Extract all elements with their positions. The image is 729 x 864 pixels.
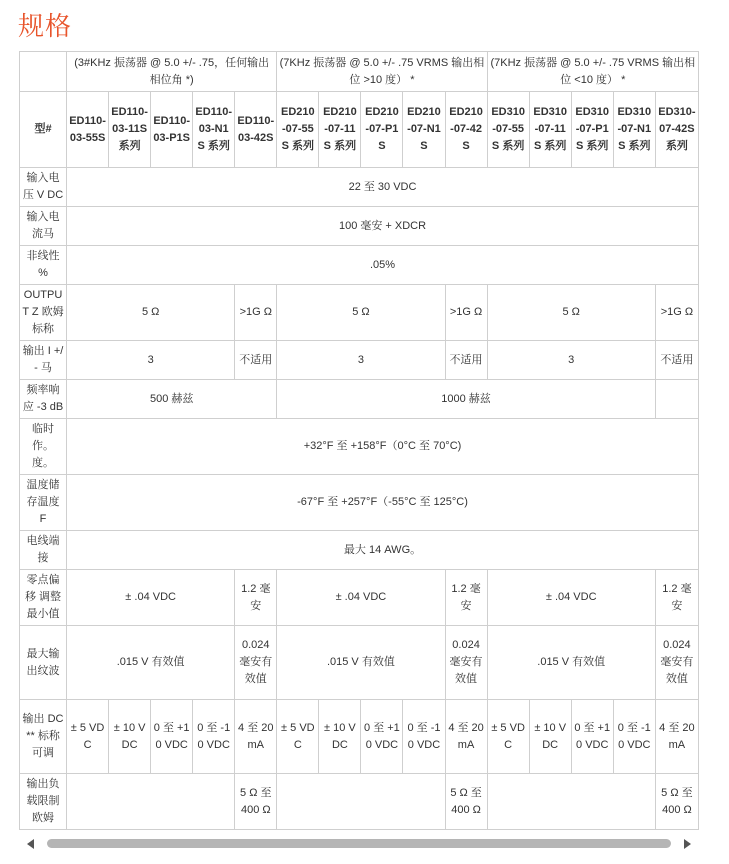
model-header: ED210-07-N1S <box>403 92 445 168</box>
row-label-input-current: 输入电流马 <box>20 207 67 246</box>
nonlinearity-value: .05% <box>67 246 699 285</box>
zero-offset-ed310: ± .04 VDC <box>487 570 655 626</box>
model-header: ED110-03-11S 系列 <box>109 92 151 168</box>
output-dc-cell: 0 至 +10 VDC <box>361 700 403 774</box>
input-voltage-value: 22 至 30 VDC <box>67 168 699 207</box>
model-header: ED310-07-P1S 系列 <box>571 92 613 168</box>
row-label-ripple: 最大输出纹波 <box>20 626 67 700</box>
storage-temp-value: -67°F 至 +257°F（-55°C 至 125°C) <box>67 475 699 531</box>
output-dc-cell: ± 10 VDC <box>109 700 151 774</box>
model-header: ED210-07-42S <box>445 92 487 168</box>
output-dc-cell: 4 至 20 mA <box>235 700 277 774</box>
model-header: ED210-07-P1S <box>361 92 403 168</box>
output-i-ed210: 3 <box>277 341 445 380</box>
row-label-storage-temp: 温度储存温度 F <box>20 475 67 531</box>
load-limit-ed110 <box>67 774 235 830</box>
zero-offset-ed210: ± .04 VDC <box>277 570 445 626</box>
wire-value: 最大 14 AWG。 <box>67 531 699 570</box>
row-label-wire: 电线端接 <box>20 531 67 570</box>
row-label-op-temp: 临时作。度。 <box>20 419 67 475</box>
output-z-ed110: 5 Ω <box>67 285 235 341</box>
output-i-ed310-42s: 不适用 <box>655 341 698 380</box>
output-dc-cell: 0 至 -10 VDC <box>403 700 445 774</box>
output-i-ed310: 3 <box>487 341 655 380</box>
horizontal-scrollbar[interactable] <box>19 836 699 852</box>
row-label-output-z: OUTPUT Z 欧姆 标称 <box>20 285 67 341</box>
op-temp-value: +32°F 至 +158°F（0°C 至 70°C) <box>67 419 699 475</box>
row-label-nonlinearity: 非线性 % <box>20 246 67 285</box>
spec-table <box>19 51 699 830</box>
output-dc-cell: 0 至 -10 VDC <box>613 700 655 774</box>
model-row <box>20 92 699 168</box>
model-header: ED110-03-55S <box>67 92 109 168</box>
model-header: ED310-07-11S 系列 <box>529 92 571 168</box>
model-header: ED110-03-P1S <box>151 92 193 168</box>
output-i-ed110-42s: 不适用 <box>235 341 277 380</box>
load-limit-ed110-42s: 5 Ω 至 400 Ω <box>235 774 277 830</box>
model-header: ED110-03-N1S 系列 <box>193 92 235 168</box>
row-label-input-voltage: 输入电压 V DC <box>20 168 67 207</box>
table-row <box>20 168 699 207</box>
group-header-ed310: (7KHz 振荡器 @ 5.0 +/- .75 VRMS 输出相位 <10 度） * <box>487 52 698 92</box>
output-dc-cell: ± 10 VDC <box>319 700 361 774</box>
corner-cell <box>20 52 67 92</box>
scrollbar-thumb[interactable] <box>47 839 671 848</box>
output-i-ed210-42s: 不适用 <box>445 341 487 380</box>
model-label: 型# <box>20 92 67 168</box>
page-title: 规格 <box>18 12 73 42</box>
table-row <box>20 626 699 700</box>
freq-response-ed210-ed310: 1000 赫兹 <box>277 380 655 419</box>
scroll-left-arrow-icon[interactable] <box>27 839 34 849</box>
input-current-value: 100 毫安 + XDCR <box>67 207 699 246</box>
output-dc-cell: 4 至 20 mA <box>655 700 698 774</box>
output-dc-cell: ± 10 VDC <box>529 700 571 774</box>
table-row <box>20 700 699 774</box>
load-limit-ed210-42s: 5 Ω 至 400 Ω <box>445 774 487 830</box>
ripple-ed310-42s: 0.024 毫安有效值 <box>655 626 698 700</box>
load-limit-ed210 <box>277 774 445 830</box>
output-i-ed110: 3 <box>67 341 235 380</box>
table-row <box>20 531 699 570</box>
table-row <box>20 419 699 475</box>
zero-offset-ed210-42s: 1.2 毫安 <box>445 570 487 626</box>
output-z-ed310: 5 Ω <box>487 285 655 341</box>
table-row <box>20 475 699 531</box>
spec-table-container[interactable] <box>19 51 699 830</box>
table-row <box>20 246 699 285</box>
table-row <box>20 380 699 419</box>
output-dc-cell: 0 至 -10 VDC <box>193 700 235 774</box>
output-dc-cell: 4 至 20 mA <box>445 700 487 774</box>
table-row <box>20 774 699 830</box>
output-dc-cell: 0 至 +10 VDC <box>151 700 193 774</box>
ripple-ed310: .015 V 有效值 <box>487 626 655 700</box>
row-label-output-dc: 输出 DC ** 标称可调 <box>20 700 67 774</box>
zero-offset-ed110: ± .04 VDC <box>67 570 235 626</box>
ripple-ed210: .015 V 有效值 <box>277 626 445 700</box>
row-label-zero-offset: 零点偏移 调整最小值 <box>20 570 67 626</box>
ripple-ed110: .015 V 有效值 <box>67 626 235 700</box>
row-label-freq-response: 频率响应 -3 dB <box>20 380 67 419</box>
model-header: ED310-07-55S 系列 <box>487 92 529 168</box>
freq-response-ed310-42s <box>655 380 698 419</box>
freq-response-ed110: 500 赫兹 <box>67 380 277 419</box>
output-dc-cell: ± 5 VDC <box>277 700 319 774</box>
zero-offset-ed110-42s: 1.2 毫安 <box>235 570 277 626</box>
row-label-load-limit: 输出负载限制欧姆 <box>20 774 67 830</box>
output-z-ed110-42s: >1G Ω <box>235 285 277 341</box>
table-row <box>20 570 699 626</box>
table-row <box>20 285 699 341</box>
output-dc-cell: ± 5 VDC <box>487 700 529 774</box>
row-label-output-i: 输出 I +/- 马 <box>20 341 67 380</box>
ripple-ed210-42s: 0.024 毫安有效值 <box>445 626 487 700</box>
model-header: ED210-07-11S 系列 <box>319 92 361 168</box>
output-z-ed310-42s: >1G Ω <box>655 285 698 341</box>
group-header-ed210: (7KHz 振荡器 @ 5.0 +/- .75 VRMS 输出相位 >10 度） * <box>277 52 487 92</box>
model-header: ED310-07-42S 系列 <box>655 92 698 168</box>
group-header-ed110: (3#KHz 振荡器 @ 5.0 +/- .75，任何输出相位角 *) <box>67 52 277 92</box>
table-row <box>20 207 699 246</box>
output-dc-cell: ± 5 VDC <box>67 700 109 774</box>
model-header: ED210-07-55S 系列 <box>277 92 319 168</box>
model-header: ED110-03-42S <box>235 92 277 168</box>
load-limit-ed310 <box>487 774 655 830</box>
group-header-row <box>20 52 699 92</box>
ripple-ed110-42s: 0.024 毫安有效值 <box>235 626 277 700</box>
output-dc-cell: 0 至 +10 VDC <box>571 700 613 774</box>
output-z-ed210: 5 Ω <box>277 285 445 341</box>
model-header: ED310-07-N1S 系列 <box>613 92 655 168</box>
scroll-right-arrow-icon[interactable] <box>684 839 691 849</box>
output-z-ed210-42s: >1G Ω <box>445 285 487 341</box>
table-row <box>20 341 699 380</box>
zero-offset-ed310-42s: 1.2 毫安 <box>655 570 698 626</box>
load-limit-ed310-42s: 5 Ω 至 400 Ω <box>655 774 698 830</box>
